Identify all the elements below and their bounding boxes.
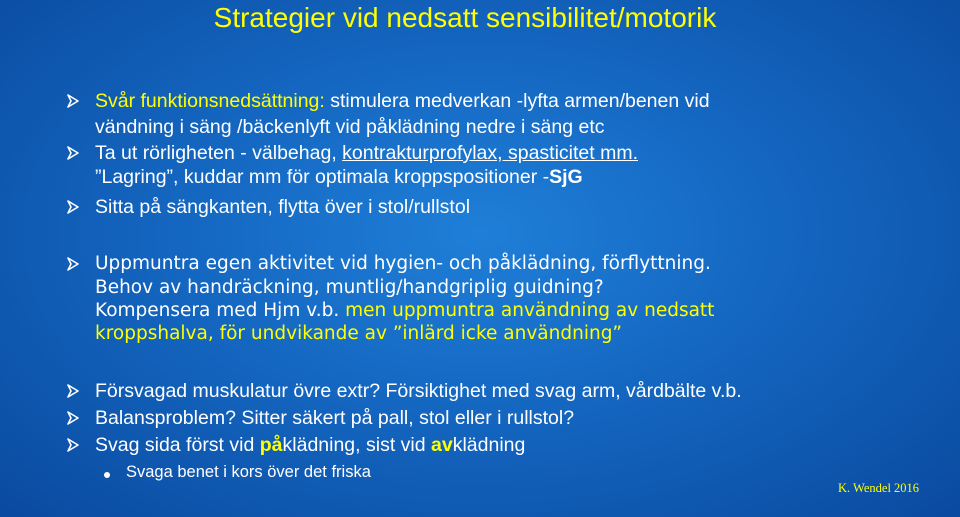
item-mobility-prefix: Ta ut rörligheten - välbehag, <box>95 142 343 164</box>
arrow-bullet-icon <box>66 411 80 425</box>
item-assistance-need: Behov av handräckning, muntlig/handgriplig guidning? <box>95 277 604 298</box>
item-dressing <box>95 432 525 458</box>
item-dressing-pa: på <box>259 434 283 456</box>
item-severe-impairment-line2: vändning i säng /bäckenlyft vid påklädning nedre i säng etc <box>95 116 605 138</box>
item-weak-muscles: Försvagad muskulatur övre extr? Försiktighet med svag arm, vårdbälte v.b. <box>95 380 742 402</box>
item-balance: Balansproblem? Sitter säkert på pall, stol eller i rullstol? <box>95 407 575 429</box>
item-severe-impairment <box>95 88 710 114</box>
item-dressing-a: Svag sida först vid <box>95 434 260 456</box>
slide-title: Strategier vid nedsatt sensibilitet/motorik <box>213 2 717 33</box>
item-mobility-sjg: SjG <box>549 166 583 188</box>
item-compensate-highlight: men uppmuntra användning av nedsatt <box>345 300 715 321</box>
arrow-bullet-icon <box>66 257 80 271</box>
item-sitting: Sitta på sängkanten, flytta över i stol/rullstol <box>95 196 471 218</box>
item-compensate-text: Kompensera med Hjm v.b. <box>95 300 346 321</box>
item-mobility <box>95 140 638 166</box>
item-severe-impairment-text: stimulera medverkan -lyfta armen/benen vid <box>324 90 710 112</box>
arrow-bullet-icon <box>66 146 80 160</box>
arrow-bullet-icon <box>66 438 80 452</box>
arrow-bullet-icon <box>66 94 80 108</box>
item-dressing-av: av <box>431 434 453 456</box>
footer-author: K. Wendel 2016 <box>838 481 920 495</box>
sub-item-cross-legs: Svaga benet i kors över det friska <box>126 463 371 481</box>
item-compensate-line2: kroppshalva, för undvikande av ”inlärd icke användning” <box>95 323 623 344</box>
arrow-bullet-icon <box>66 200 80 214</box>
item-dressing-e: klädning <box>452 434 526 456</box>
dot-bullet-icon <box>104 472 110 478</box>
arrow-bullet-icon <box>66 384 80 398</box>
item-mobility-line2 <box>95 164 583 190</box>
item-dressing-c: klädning, sist vid <box>282 434 432 456</box>
item-mobility-link[interactable]: kontrakturprofylax, spasticitet mm. <box>342 142 638 164</box>
item-mobility-positioning: ”Lagring”, kuddar mm för optimala kroppspositioner - <box>95 166 550 188</box>
item-severe-impairment-label: Svår funktionsnedsättning: <box>95 90 325 112</box>
item-encourage-activity: Uppmuntra egen aktivitet vid hygien- och påklädning, förflyttning. <box>95 253 711 274</box>
